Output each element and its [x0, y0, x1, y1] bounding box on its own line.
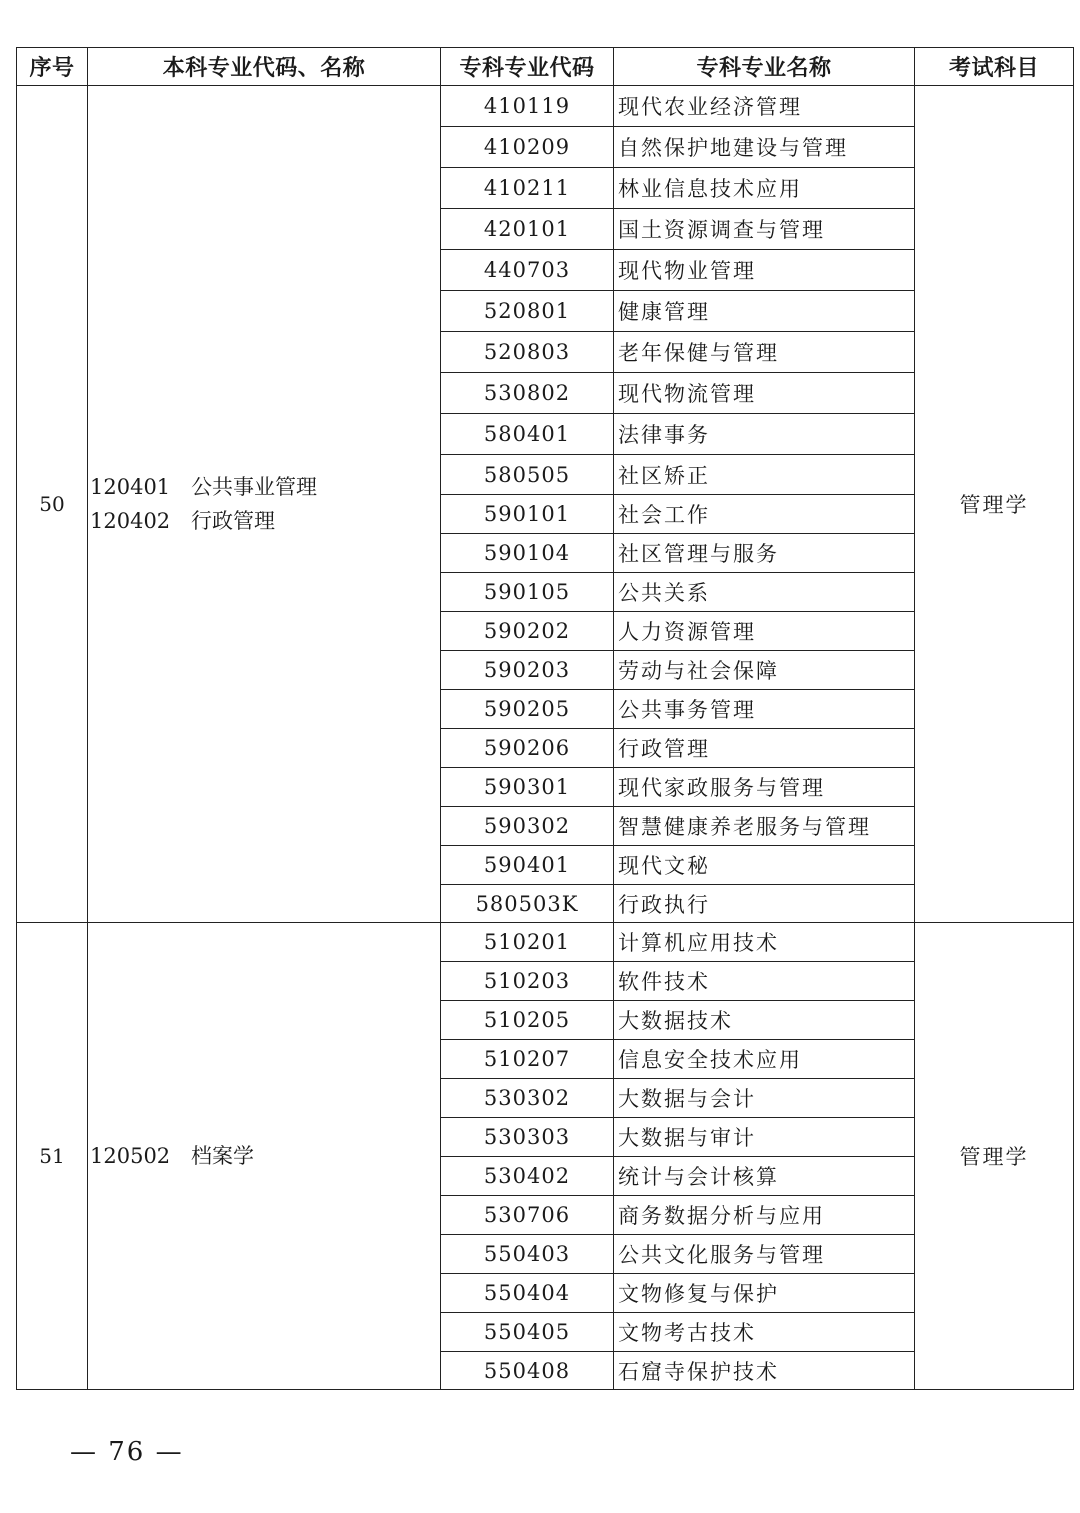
- diploma-major-code: 590206: [441, 729, 614, 768]
- diploma-major-name: 法律事务: [614, 414, 915, 455]
- diploma-major-code: 580401: [441, 414, 614, 455]
- diploma-major-name: 老年保健与管理: [614, 332, 915, 373]
- diploma-major-code: 510201: [441, 923, 614, 962]
- diploma-major-name: 文物修复与保护: [614, 1274, 915, 1313]
- page-number: — 76 —: [70, 1437, 184, 1467]
- diploma-major-name: 统计与会计核算: [614, 1157, 915, 1196]
- diploma-major-name: 社区矫正: [614, 455, 915, 495]
- diploma-major-code: 530706: [441, 1196, 614, 1235]
- diploma-major-name: 现代家政服务与管理: [614, 768, 915, 807]
- diploma-major-code: 590301: [441, 768, 614, 807]
- bachelor-major-code: 120402: [90, 509, 171, 533]
- diploma-major-name: 公共关系: [614, 573, 915, 612]
- diploma-major-name: 大数据与审计: [614, 1118, 915, 1157]
- header-seq: 序号: [17, 48, 88, 86]
- diploma-major-code: 410209: [441, 127, 614, 168]
- seq-cell: 50: [17, 86, 88, 923]
- diploma-major-code: 550408: [441, 1352, 614, 1390]
- diploma-major-name: 社区管理与服务: [614, 534, 915, 573]
- diploma-major-name: 自然保护地建设与管理: [614, 127, 915, 168]
- diploma-major-name: 人力资源管理: [614, 612, 915, 651]
- diploma-major-name: 社会工作: [614, 495, 915, 534]
- diploma-major-name: 现代物业管理: [614, 250, 915, 291]
- bachelor-major-name: 行政管理: [191, 509, 275, 533]
- exam-subject-cell: 管理学: [915, 923, 1074, 1390]
- diploma-major-code: 530303: [441, 1118, 614, 1157]
- diploma-major-name: 国土资源调查与管理: [614, 209, 915, 250]
- diploma-major-code: 590205: [441, 690, 614, 729]
- diploma-major-code: 530402: [441, 1157, 614, 1196]
- diploma-major-code: 550403: [441, 1235, 614, 1274]
- diploma-major-code: 440703: [441, 250, 614, 291]
- diploma-major-name: 大数据与会计: [614, 1079, 915, 1118]
- diploma-major-name: 商务数据分析与应用: [614, 1196, 915, 1235]
- diploma-major-code: 590302: [441, 807, 614, 846]
- diploma-major-name: 林业信息技术应用: [614, 168, 915, 209]
- diploma-major-name: 大数据技术: [614, 1001, 915, 1040]
- diploma-major-code: 410119: [441, 86, 614, 127]
- diploma-major-code: 590105: [441, 573, 614, 612]
- diploma-major-code: 520803: [441, 332, 614, 373]
- header-bachelor: 本科专业代码、名称: [88, 48, 441, 86]
- diploma-major-name: 软件技术: [614, 962, 915, 1001]
- bachelor-major-entry: [90, 470, 440, 504]
- diploma-major-name: 智慧健康养老服务与管理: [614, 807, 915, 846]
- header-exam: 考试科目: [915, 48, 1074, 86]
- diploma-major-code: 520801: [441, 291, 614, 332]
- header-row: [17, 48, 1074, 86]
- diploma-major-name: 公共事务管理: [614, 690, 915, 729]
- bachelor-major-name: 公共事业管理: [191, 475, 317, 499]
- diploma-major-name: 计算机应用技术: [614, 923, 915, 962]
- diploma-major-name: 行政管理: [614, 729, 915, 768]
- diploma-major-name: 劳动与社会保障: [614, 651, 915, 690]
- diploma-major-code: 410211: [441, 168, 614, 209]
- diploma-major-code: 590104: [441, 534, 614, 573]
- diploma-major-code: 510205: [441, 1001, 614, 1040]
- diploma-major-name: 信息安全技术应用: [614, 1040, 915, 1079]
- diploma-major-code: 590203: [441, 651, 614, 690]
- major-table: [16, 47, 1074, 1390]
- diploma-major-code: 580503K: [441, 885, 614, 923]
- diploma-major-code: 510207: [441, 1040, 614, 1079]
- header-code: 专科专业代码: [441, 48, 614, 86]
- bachelor-major-entry: [90, 1139, 440, 1173]
- table-body: [17, 86, 1074, 1390]
- bachelor-major-cell: [88, 923, 441, 1390]
- header-name: 专科专业名称: [614, 48, 915, 86]
- bachelor-major-code: 120502: [90, 1144, 171, 1168]
- diploma-major-name: 石窟寺保护技术: [614, 1352, 915, 1390]
- bachelor-major-entry: [90, 504, 440, 538]
- diploma-major-code: 590101: [441, 495, 614, 534]
- diploma-major-code: 420101: [441, 209, 614, 250]
- diploma-major-name: 现代农业经济管理: [614, 86, 915, 127]
- bachelor-major-code: 120401: [90, 475, 171, 499]
- diploma-major-code: 580505: [441, 455, 614, 495]
- diploma-major-code: 590202: [441, 612, 614, 651]
- diploma-major-name: 行政执行: [614, 885, 915, 923]
- diploma-major-code: 510203: [441, 962, 614, 1001]
- bachelor-major-cell: [88, 86, 441, 923]
- diploma-major-code: 530802: [441, 373, 614, 414]
- bachelor-major-name: 档案学: [191, 1144, 254, 1168]
- diploma-major-name: 现代文秘: [614, 846, 915, 885]
- seq-cell: 51: [17, 923, 88, 1390]
- diploma-major-code: 590401: [441, 846, 614, 885]
- diploma-major-name: 现代物流管理: [614, 373, 915, 414]
- table-row: [17, 923, 1074, 962]
- diploma-major-name: 文物考古技术: [614, 1313, 915, 1352]
- diploma-major-code: 530302: [441, 1079, 614, 1118]
- table-row: [17, 86, 1074, 127]
- diploma-major-code: 550404: [441, 1274, 614, 1313]
- diploma-major-name: 公共文化服务与管理: [614, 1235, 915, 1274]
- exam-subject-cell: 管理学: [915, 86, 1074, 923]
- diploma-major-code: 550405: [441, 1313, 614, 1352]
- diploma-major-name: 健康管理: [614, 291, 915, 332]
